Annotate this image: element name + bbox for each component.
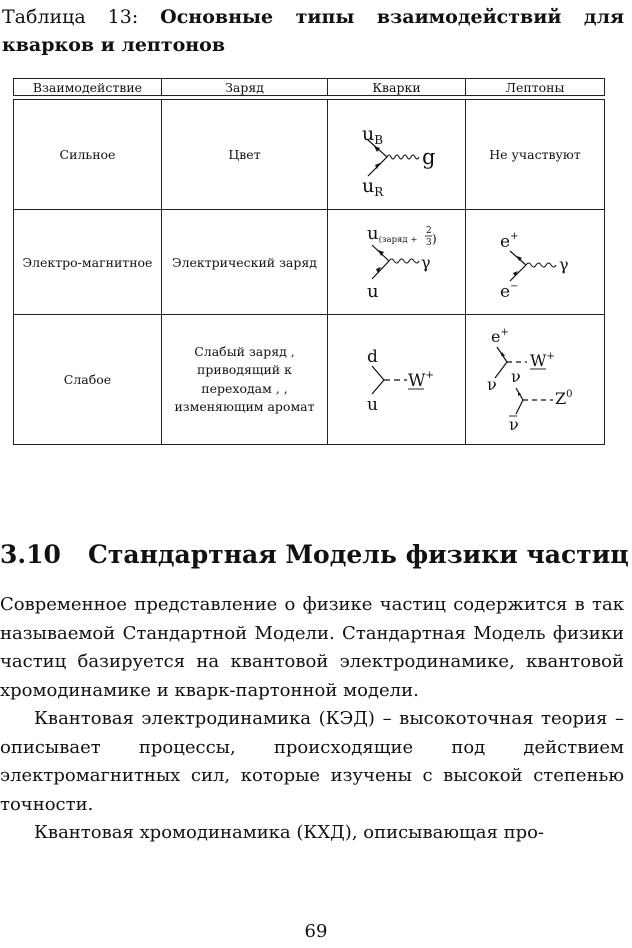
- strong-quark-diagram: [342, 110, 452, 200]
- svg-text:u: u: [366, 394, 378, 415]
- cell-leptons: [466, 210, 605, 315]
- svg-text:2: 2: [425, 226, 432, 236]
- cell-leptons: Не участвуют: [466, 100, 605, 210]
- svg-text:W+: W+: [530, 350, 555, 370]
- svg-text:3: 3: [425, 238, 432, 248]
- weak-quark-diagram: [342, 330, 452, 430]
- svg-text:u(заряд +: u(заряд +: [366, 223, 417, 245]
- paragraph: Квантовая хромодинамика (КХД), описывающая про-: [34, 822, 545, 843]
- cell-quarks: [328, 210, 466, 315]
- svg-text:ν: ν: [511, 366, 521, 386]
- header-quarks: Кварки: [328, 79, 466, 96]
- weak-lepton-diagram: [475, 320, 595, 440]
- header-interaction: Взаимодействие: [14, 79, 162, 96]
- section-heading: [0, 540, 632, 569]
- cell-leptons: [466, 315, 605, 445]
- em-lepton-diagram: [480, 217, 590, 307]
- section-number: 3.10: [0, 540, 61, 569]
- table-header-row: [14, 79, 605, 96]
- cell-charge: Цвет: [162, 100, 328, 210]
- table-caption: [2, 3, 624, 59]
- cell-charge: Электрический заряд: [162, 210, 328, 315]
- cell-interaction: Электро-магнитное: [14, 210, 162, 315]
- svg-text:γ: γ: [559, 255, 569, 274]
- table-row: [14, 210, 605, 315]
- interactions-table: [13, 78, 605, 445]
- svg-text:e+: e+: [500, 231, 519, 252]
- cell-quarks: [328, 315, 466, 445]
- cell-charge: Слабый заряд , приводящий к переходам , , изменяющим аромат: [162, 315, 328, 445]
- header-charge: Заряд: [162, 79, 328, 96]
- svg-text:Z0: $Z^0$: [555, 388, 573, 408]
- svg-text:W+: W+: [407, 369, 434, 391]
- svg-text:ν: ν: [509, 414, 519, 434]
- gluon-label: g: [421, 144, 435, 169]
- svg-text:e−: e−: [500, 281, 519, 302]
- table-row: [14, 315, 605, 445]
- svg-text:): ): [431, 232, 437, 246]
- cell-interaction: Слабое: [14, 315, 162, 445]
- svg-text:ν: ν: [487, 374, 497, 394]
- section-title: Стандартная Модель физики частиц: [88, 540, 629, 569]
- header-leptons: Лептоны: [466, 79, 605, 96]
- table-row: [14, 100, 605, 210]
- body-text: [0, 591, 624, 848]
- svg-text:d: d: [366, 346, 378, 367]
- svg-text:u: u: [366, 281, 379, 302]
- cell-interaction: Сильное: [14, 100, 162, 210]
- svg-text:uR: $u_R$: [361, 174, 383, 199]
- cell-quarks: [328, 100, 466, 210]
- paragraph: Современное представление о физике частиц содержится в так называемой Стандартной Модели. Стандартная Модель физики частиц базируется на квантовой электродинамике, квантовой хромодинамике и кварк-партонной модели.: [0, 594, 624, 701]
- paragraph: Квантовая электродинамика (КЭД) – высокоточная теория – описывает процессы, происходящие под действием электромагнитных сил, которые изучены с высокой степенью точности.: [0, 708, 624, 815]
- caption-title: Основные типы взаимодействий для кварков и лептонов: [2, 6, 625, 56]
- caption-prefix: Таблица 13:: [2, 6, 139, 28]
- em-quark-diagram: [342, 217, 452, 307]
- page-number: 69: [304, 921, 328, 942]
- svg-text:γ: γ: [420, 253, 431, 272]
- svg-text:e+: e+: [491, 326, 509, 346]
- svg-text:uB: $u_B$: [361, 122, 383, 147]
